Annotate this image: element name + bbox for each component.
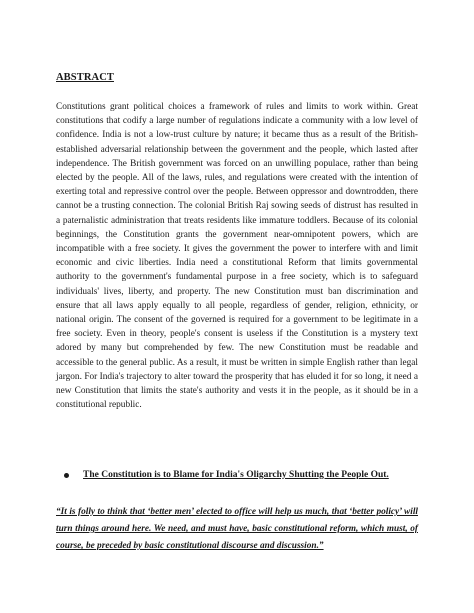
bullet-icon [64, 473, 69, 478]
abstract-body: Constitutions grant political choices a framework of rules and limits to work within. Great constitutions that codify a large number of regulations indicate a community with a low level of confidence. India is not a low-trust culture by nature; it became thus as a result of the British-established adversarial relationship between the government and the people, which lasted after independence. The British government was forced on an unwilling populace, rather than being elected by the people. All of the laws, rules, and regulations were created with the intention of exerting total and repressive control over the people. Between oppressor and downtrodden, there cannot be a trusting connection. The colonial British Raj sowing seeds of distrust has resulted in a paternalistic administration that treats residents like immature toddlers. Because of its colonial beginnings, the Constitution grants the government near-omnipotent powers, which are incompatible with a free society. It gives the government the power to interfere with and limit economic and civic liberties. India need a constitutional Reform that limits governmental authority to the government's fundamental purpose in a free society, which is to safeguard individuals' lives, liberty, and property. The new Constitution must ban discrimination and ensure that all laws apply equally to all people, regardless of gender, religion, ethnicity, or national origin. The consent of the governed is required for a government to be legitimate in a free society. Even in theory, people's consent is useless if the Constitution is a mystery text adored by many but comprehended by few. The new Constitution must be readable and accessible to the general public. As a result, it must be written in simple English rather than legal jargon. For India's trajectory to alter toward the prosperity that has eluded it for so long, it need a new Constitution that limits the state's authority and vests it in the people, as it should be in a constitutional republic. [56, 102, 418, 411]
block-quote: “It is folly to think that ‘better men’ elected to office will help us much, that ‘better policy’ will turn things around here. We need, and must have, basic constitutional reform, which must, of course, be preceded by basic constitutional discourse and discussion.” [56, 507, 418, 551]
bullet-heading: The Constitution is to Blame for India's Oligarchy Shutting the People Out. [83, 470, 389, 480]
bullet-item [64, 470, 424, 480]
abstract-heading: ABSTRACT [56, 72, 114, 83]
